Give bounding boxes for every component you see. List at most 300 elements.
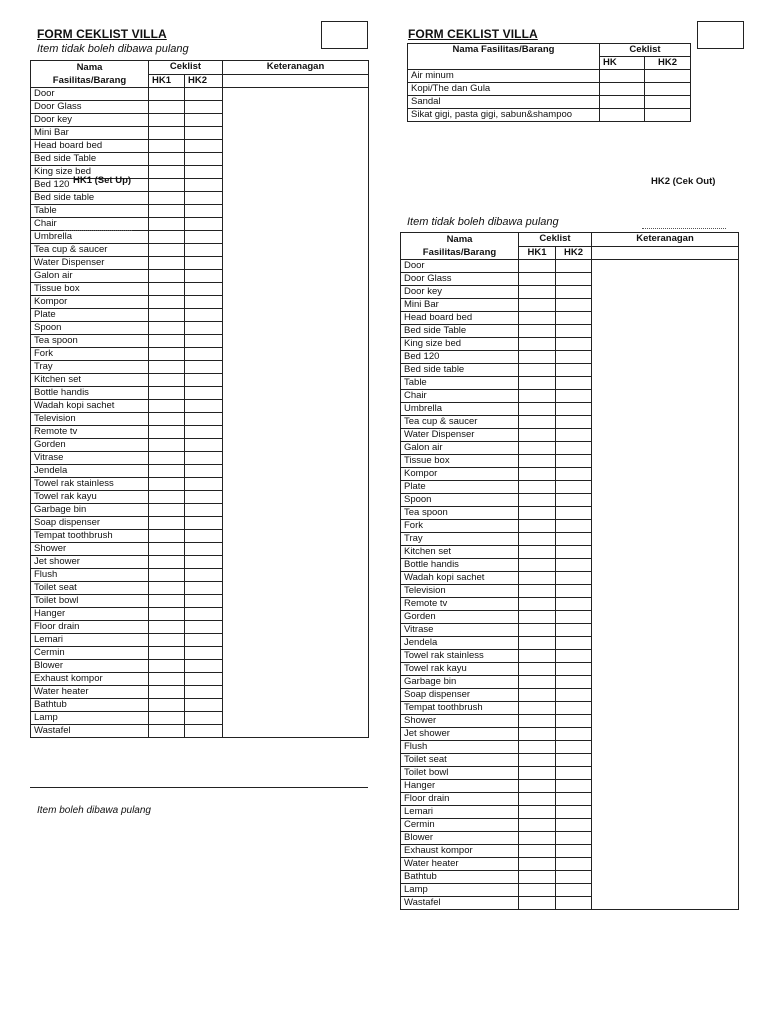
hk2-cell[interactable] — [185, 348, 223, 361]
hk1-cell[interactable] — [519, 533, 556, 546]
hk1-cell[interactable] — [519, 806, 556, 819]
left-header-name-line2: Fasilitas/Barang — [52, 75, 127, 86]
item-name: Tissue box — [401, 455, 519, 468]
hk1-cell[interactable] — [149, 335, 185, 348]
hk1-cell[interactable] — [519, 559, 556, 572]
hk1-cell[interactable] — [519, 468, 556, 481]
hk1-cell[interactable] — [519, 286, 556, 299]
hk2-cell[interactable] — [185, 140, 223, 153]
hk1-cell[interactable] — [149, 517, 185, 530]
hk1-cell[interactable] — [149, 114, 185, 127]
hk2-cell[interactable] — [185, 166, 223, 179]
hk1-cell[interactable] — [149, 205, 185, 218]
hk2-cell[interactable] — [556, 793, 592, 806]
item-name: Gorden — [401, 611, 519, 624]
item-name: Water Dispenser — [401, 429, 519, 442]
hk1-cell[interactable] — [149, 478, 185, 491]
item-name: Cermin — [31, 647, 149, 660]
item-name: Fork — [401, 520, 519, 533]
hk2-cell[interactable] — [185, 179, 223, 192]
item-name: Toilet bowl — [401, 767, 519, 780]
hk-cell[interactable] — [600, 70, 645, 83]
item-name: Towel rak kayu — [31, 491, 149, 504]
hk1-cell[interactable] — [519, 676, 556, 689]
item-name: Water Dispenser — [31, 257, 149, 270]
item-name: Cermin — [401, 819, 519, 832]
hk2-cell[interactable] — [185, 270, 223, 283]
hk2-cell[interactable] — [185, 621, 223, 634]
left-signature-line — [64, 230, 132, 231]
item-name: Lamp — [401, 884, 519, 897]
hk1-cell[interactable] — [519, 624, 556, 637]
hk1-cell[interactable] — [519, 455, 556, 468]
item-name: Table — [401, 377, 519, 390]
item-name: Bottle handis — [401, 559, 519, 572]
hk2-cell[interactable] — [185, 712, 223, 725]
hk2-cell[interactable] — [556, 416, 592, 429]
item-name: King size bed — [31, 166, 149, 179]
hk2-cell[interactable] — [185, 452, 223, 465]
item-name: Wastafel — [31, 725, 149, 738]
hk2-cell[interactable] — [556, 754, 592, 767]
item-name: Blower — [401, 832, 519, 845]
item-name: Television — [31, 413, 149, 426]
hk1-cell[interactable] — [149, 127, 185, 140]
hk1-cell[interactable] — [519, 611, 556, 624]
item-name: Bed 120 — [401, 351, 519, 364]
left-header-keteranagan: Keteranagan — [223, 61, 369, 75]
item-name: Lemari — [401, 806, 519, 819]
hk2-cell[interactable] — [556, 520, 592, 533]
hk1-cell[interactable] — [519, 663, 556, 676]
item-name: Jendela — [401, 637, 519, 650]
right-id-box[interactable] — [697, 21, 744, 49]
item-name: Soap dispenser — [401, 689, 519, 702]
hk2-cell[interactable] — [185, 127, 223, 140]
hk1-cell[interactable] — [519, 598, 556, 611]
hk2-cell[interactable] — [556, 780, 592, 793]
hk2-cell[interactable] — [556, 702, 592, 715]
hk2-cell[interactable] — [556, 572, 592, 585]
hk2-cell[interactable] — [185, 478, 223, 491]
hk1-cell[interactable] — [519, 858, 556, 871]
hk1-cell[interactable] — [149, 452, 185, 465]
item-name: Hanger — [401, 780, 519, 793]
hk2-cell[interactable] — [185, 374, 223, 387]
hk1-cell[interactable] — [519, 715, 556, 728]
hk2-cell[interactable] — [556, 637, 592, 650]
hk2-cell[interactable] — [556, 546, 592, 559]
item-name: Door — [401, 260, 519, 273]
hk1-cell[interactable] — [149, 647, 185, 660]
hk2-cell[interactable] — [185, 504, 223, 517]
hk1-cell[interactable] — [519, 325, 556, 338]
hk2-cell[interactable] — [185, 491, 223, 504]
hk2-cell[interactable] — [185, 634, 223, 647]
hk1-cell[interactable] — [519, 871, 556, 884]
hk2-cell[interactable] — [185, 309, 223, 322]
hk2-cell[interactable] — [556, 260, 592, 273]
hk2-cell[interactable] — [556, 403, 592, 416]
item-name: Door — [31, 88, 149, 101]
hk2-cell[interactable] — [556, 299, 592, 312]
hk2-cell[interactable] — [556, 494, 592, 507]
item-name: Bed side Table — [31, 153, 149, 166]
hk2-cell[interactable] — [556, 442, 592, 455]
left-checklist-table — [30, 60, 369, 738]
hk1-cell[interactable] — [519, 312, 556, 325]
hk1-cell[interactable] — [519, 481, 556, 494]
hk1-cell[interactable] — [149, 322, 185, 335]
hk2-cell[interactable] — [185, 114, 223, 127]
item-name: Spoon — [401, 494, 519, 507]
item-name: Gorden — [31, 439, 149, 452]
left-form-subtitle: Item tidak boleh dibawa pulang — [37, 43, 189, 55]
hk2-cell[interactable] — [556, 676, 592, 689]
hk1-cell[interactable] — [519, 377, 556, 390]
right-checklist-table — [400, 232, 739, 910]
hk2-cell[interactable] — [185, 556, 223, 569]
hk1-cell[interactable] — [149, 218, 185, 231]
hk1-cell[interactable] — [519, 416, 556, 429]
hk1-cell[interactable] — [149, 270, 185, 283]
hk2-cell[interactable] — [556, 728, 592, 741]
hk1-cell[interactable] — [149, 283, 185, 296]
hk2-cell[interactable] — [556, 286, 592, 299]
hk1-cell[interactable] — [519, 884, 556, 897]
hk2-cell[interactable] — [556, 364, 592, 377]
hk2-cell[interactable] — [185, 426, 223, 439]
hk-cell[interactable] — [600, 96, 645, 109]
hk2-cell[interactable] — [185, 192, 223, 205]
hk2-cell[interactable] — [645, 83, 691, 96]
hk2-cell[interactable] — [556, 585, 592, 598]
hk2-cell[interactable] — [185, 543, 223, 556]
item-name: Bed side Table — [401, 325, 519, 338]
item-name: Soap dispenser — [31, 517, 149, 530]
hk2-cell[interactable] — [185, 244, 223, 257]
hk1-cell[interactable] — [519, 689, 556, 702]
right-header-name-line2: Fasilitas/Barang — [422, 247, 497, 258]
hk1-cell[interactable] — [149, 140, 185, 153]
item-name: King size bed — [401, 338, 519, 351]
item-name: Flush — [31, 569, 149, 582]
hk2-cell[interactable] — [556, 689, 592, 702]
right-header-ceklist: Ceklist — [519, 233, 592, 247]
left-form-title: FORM CEKLIST VILLA — [37, 27, 167, 41]
hk1-cell[interactable] — [519, 767, 556, 780]
item-name: Jendela — [31, 465, 149, 478]
item-name: Bed side table — [401, 364, 519, 377]
hk1-cell[interactable] — [149, 465, 185, 478]
hk2-cell[interactable] — [185, 699, 223, 712]
item-name: Umbrella — [401, 403, 519, 416]
item-name: Exhaust kompor — [31, 673, 149, 686]
hk2-cell[interactable] — [556, 377, 592, 390]
left-header-name-line1: Nama — [76, 62, 103, 73]
right-header-keteranagan-blank — [592, 246, 739, 260]
item-name: Umbrella — [31, 231, 149, 244]
hk2-cell[interactable] — [556, 624, 592, 637]
item-name: Wadah kopi sachet — [31, 400, 149, 413]
hk1-cell[interactable] — [149, 621, 185, 634]
hk2-cell[interactable] — [556, 819, 592, 832]
hk1-cell[interactable] — [519, 650, 556, 663]
hk2-cell[interactable] — [185, 647, 223, 660]
hk2-cell[interactable] — [185, 296, 223, 309]
left-table-bottom-rule — [30, 787, 368, 788]
item-name: Television — [401, 585, 519, 598]
hk1-cell[interactable] — [519, 260, 556, 273]
hk1-cell[interactable] — [149, 400, 185, 413]
hk2-cell[interactable] — [185, 335, 223, 348]
left-header-keteranagan-blank — [223, 74, 369, 88]
item-name: Head board bed — [401, 312, 519, 325]
hk1-cell[interactable] — [149, 608, 185, 621]
hk1-cell[interactable] — [519, 273, 556, 286]
hk1-cell[interactable] — [519, 507, 556, 520]
item-name: Jet shower — [401, 728, 519, 741]
hk1-cell[interactable] — [149, 153, 185, 166]
table-row — [408, 96, 691, 109]
hk1-cell[interactable] — [519, 351, 556, 364]
hk2-cell[interactable] — [556, 832, 592, 845]
item-name: Door key — [401, 286, 519, 299]
hk1-cell[interactable] — [149, 296, 185, 309]
hk2-cell[interactable] — [185, 439, 223, 452]
hk2-cell[interactable] — [645, 109, 691, 122]
hk2-cell[interactable] — [556, 715, 592, 728]
hk1-cell[interactable] — [149, 166, 185, 179]
hk2-cell[interactable] — [556, 325, 592, 338]
hk1-cell[interactable] — [519, 832, 556, 845]
hk2-cell[interactable] — [185, 400, 223, 413]
item-name: Toilet seat — [31, 582, 149, 595]
hk1-cell[interactable] — [149, 673, 185, 686]
hk2-cell[interactable] — [556, 611, 592, 624]
hk2-cell[interactable] — [185, 725, 223, 738]
hk1-cell[interactable] — [519, 546, 556, 559]
item-name: Tempat toothbrush — [31, 530, 149, 543]
hk1-cell[interactable] — [519, 403, 556, 416]
hk2-cell[interactable] — [185, 257, 223, 270]
hk2-cell[interactable] — [556, 871, 592, 884]
hk2-cell[interactable] — [556, 455, 592, 468]
hk1-cell[interactable] — [149, 543, 185, 556]
hk2-cell[interactable] — [556, 507, 592, 520]
hk2-cell[interactable] — [185, 608, 223, 621]
hk2-cell[interactable] — [185, 582, 223, 595]
hk1-cell[interactable] — [519, 754, 556, 767]
hk1-cell[interactable] — [149, 569, 185, 582]
hk2-cell[interactable] — [185, 413, 223, 426]
item-name: Chair — [31, 218, 149, 231]
hk1-cell[interactable] — [519, 338, 556, 351]
hk1-cell[interactable] — [149, 725, 185, 738]
hk1-cell[interactable] — [149, 192, 185, 205]
left-id-box[interactable] — [321, 21, 368, 49]
hk1-cell[interactable] — [519, 780, 556, 793]
hk1-cell[interactable] — [149, 582, 185, 595]
table-row — [408, 109, 691, 122]
hk1-cell[interactable] — [519, 429, 556, 442]
right-form-title: FORM CEKLIST VILLA — [408, 27, 538, 41]
hk1-cell[interactable] — [149, 660, 185, 673]
hk2-cell[interactable] — [185, 283, 223, 296]
hk2-cell[interactable] — [185, 517, 223, 530]
hk1-cell[interactable] — [149, 244, 185, 257]
hk1-cell[interactable] — [149, 413, 185, 426]
hk2-cell[interactable] — [185, 88, 223, 101]
hk1-cell[interactable] — [519, 845, 556, 858]
hk2-cell[interactable] — [556, 429, 592, 442]
hk2-cell[interactable] — [556, 312, 592, 325]
right-header-keteranagan: Keteranagan — [592, 233, 739, 247]
hk1-cell[interactable] — [149, 101, 185, 114]
hk1-cell[interactable] — [519, 793, 556, 806]
hk1-cell[interactable] — [519, 299, 556, 312]
hk1-cell[interactable] — [519, 442, 556, 455]
item-name: Lemari — [31, 634, 149, 647]
hk1-cell[interactable] — [149, 231, 185, 244]
hk2-cell[interactable] — [556, 806, 592, 819]
keteranagan-cell[interactable] — [223, 88, 369, 738]
hk1-cell[interactable] — [149, 634, 185, 647]
hk1-cell[interactable] — [149, 439, 185, 452]
hk1-cell[interactable] — [149, 556, 185, 569]
hk1-cell[interactable] — [149, 426, 185, 439]
table-row — [408, 70, 691, 83]
hk2-cell[interactable] — [556, 351, 592, 364]
hk1-cell[interactable] — [149, 88, 185, 101]
hk2-cell[interactable] — [185, 465, 223, 478]
hk1-cell[interactable] — [519, 572, 556, 585]
hk1-cell[interactable] — [519, 364, 556, 377]
hk2-cell[interactable] — [556, 858, 592, 871]
hk2-cell[interactable] — [185, 205, 223, 218]
hk2-cell[interactable] — [185, 673, 223, 686]
hk2-cell[interactable] — [556, 650, 592, 663]
hk2-cell[interactable] — [645, 70, 691, 83]
hk1-cell[interactable] — [149, 309, 185, 322]
hk1-cell[interactable] — [519, 520, 556, 533]
hk2-cell[interactable] — [185, 686, 223, 699]
item-name: Chair — [401, 390, 519, 403]
hk2-cell[interactable] — [556, 559, 592, 572]
hk2-cell[interactable] — [556, 390, 592, 403]
hk1-cell[interactable] — [519, 702, 556, 715]
hk1-cell[interactable] — [149, 530, 185, 543]
item-name: Bed side table — [31, 192, 149, 205]
hk1-cell[interactable] — [149, 361, 185, 374]
hk1-cell[interactable] — [519, 585, 556, 598]
hk-cell[interactable] — [600, 109, 645, 122]
hk1-cell[interactable] — [519, 637, 556, 650]
item-name: Door Glass — [401, 273, 519, 286]
hk2-cell[interactable] — [185, 218, 223, 231]
hk1-cell[interactable] — [519, 390, 556, 403]
item-name: Tea spoon — [31, 335, 149, 348]
right-top-header-hk2: HK2 — [645, 57, 691, 70]
hk2-cell[interactable] — [185, 322, 223, 335]
hk2-cell[interactable] — [556, 741, 592, 754]
hk2-cell[interactable] — [185, 101, 223, 114]
hk2-cell[interactable] — [185, 569, 223, 582]
item-name: Kompor — [401, 468, 519, 481]
hk2-cell[interactable] — [556, 767, 592, 780]
item-name: Shower — [401, 715, 519, 728]
hk1-cell[interactable] — [519, 741, 556, 754]
hk2-cell[interactable] — [185, 361, 223, 374]
hk2-cell[interactable] — [556, 468, 592, 481]
hk2-cell[interactable] — [556, 533, 592, 546]
item-name: Head board bed — [31, 140, 149, 153]
hk1-cell[interactable] — [519, 494, 556, 507]
hk-cell[interactable] — [600, 83, 645, 96]
hk1-cell[interactable] — [149, 491, 185, 504]
item-name: Fork — [31, 348, 149, 361]
right-header-hk1: HK1 — [519, 246, 556, 260]
hk1-cell[interactable] — [149, 179, 185, 192]
hk1-cell[interactable] — [149, 387, 185, 400]
left-header-name — [31, 61, 149, 88]
hk1-cell[interactable] — [149, 686, 185, 699]
hk2-cell[interactable] — [185, 153, 223, 166]
hk2-cell[interactable] — [185, 530, 223, 543]
hk1-cell[interactable] — [149, 699, 185, 712]
item-name: Mini Bar — [31, 127, 149, 140]
item-name: Towel rak stainless — [31, 478, 149, 491]
right-header-name-line1: Nama — [446, 234, 473, 245]
hk2-cell[interactable] — [556, 884, 592, 897]
item-name: Toilet bowl — [31, 595, 149, 608]
item-name: Kitchen set — [31, 374, 149, 387]
hk1-cell[interactable] — [519, 728, 556, 741]
hk1-cell[interactable] — [149, 348, 185, 361]
hk1-cell[interactable] — [519, 819, 556, 832]
hk2-cell[interactable] — [556, 663, 592, 676]
hk2-cell[interactable] — [556, 481, 592, 494]
hk2-cell[interactable] — [185, 660, 223, 673]
right-checkout-label: HK2 (Cek Out) — [651, 176, 716, 187]
hk1-cell[interactable] — [519, 897, 556, 910]
hk2-cell[interactable] — [185, 231, 223, 244]
item-name: Flush — [401, 741, 519, 754]
left-setup-label: HK1 (Set Up) — [73, 175, 132, 186]
hk1-cell[interactable] — [149, 595, 185, 608]
item-name: Tea cup & saucer — [401, 416, 519, 429]
item-name: Water heater — [401, 858, 519, 871]
item-name: Tray — [31, 361, 149, 374]
hk1-cell[interactable] — [149, 504, 185, 517]
hk2-cell[interactable] — [185, 595, 223, 608]
hk1-cell[interactable] — [149, 374, 185, 387]
item-name: Plate — [31, 309, 149, 322]
right-signature-line — [642, 228, 726, 229]
keteranagan-cell[interactable] — [592, 260, 739, 910]
hk2-cell[interactable] — [556, 598, 592, 611]
hk2-cell[interactable] — [645, 96, 691, 109]
hk2-cell[interactable] — [185, 387, 223, 400]
hk2-cell[interactable] — [556, 897, 592, 910]
hk2-cell[interactable] — [556, 845, 592, 858]
hk2-cell[interactable] — [556, 273, 592, 286]
hk1-cell[interactable] — [149, 257, 185, 270]
hk1-cell[interactable] — [149, 712, 185, 725]
item-name: Wadah kopi sachet — [401, 572, 519, 585]
item-name: Sikat gigi, pasta gigi, sabun&shampoo — [408, 109, 600, 122]
hk2-cell[interactable] — [556, 338, 592, 351]
